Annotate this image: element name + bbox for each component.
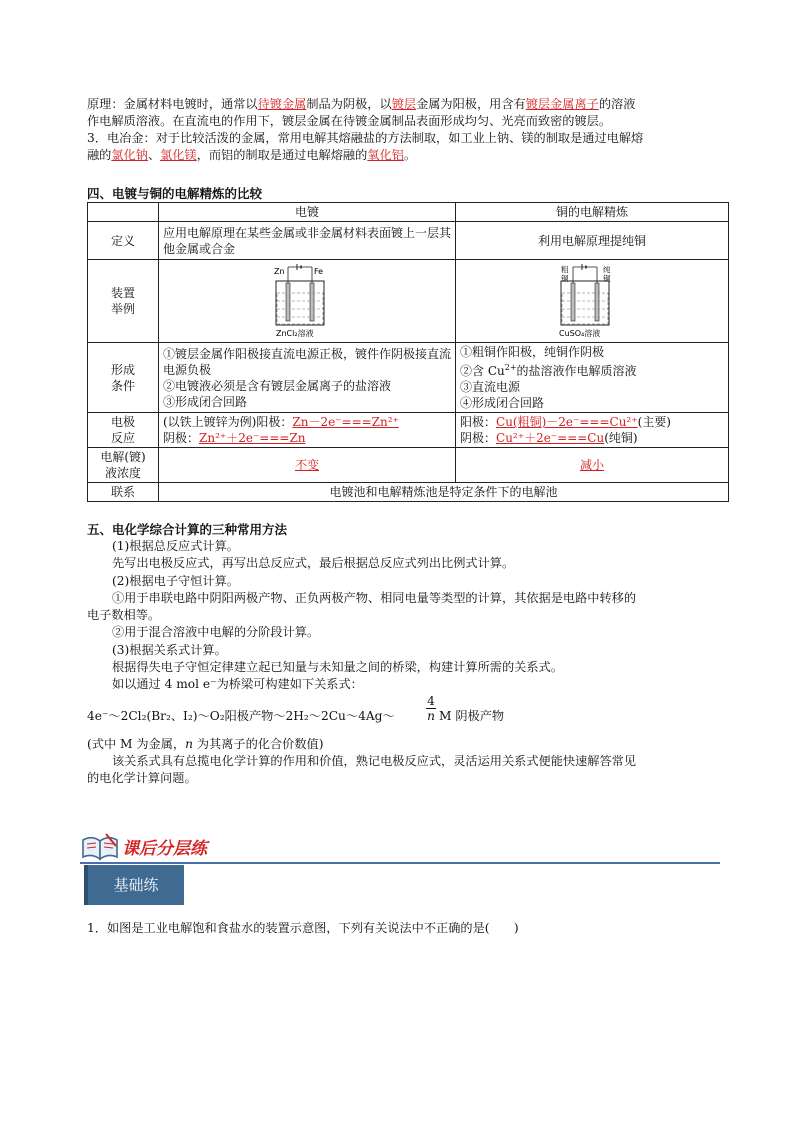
condition-text: ②含 Cu <box>460 364 505 378</box>
text: 的溶液 <box>598 97 636 111</box>
text-line: 根据得失电子守恒定律建立起已知量与未知量之间的桥梁，构建计算所需的关系式。 <box>112 660 563 675</box>
table-cell: 应用电解原理在某些金属或非金属材料表面镀上一层其他金属或合金 <box>159 222 456 260</box>
electrode-label-zn: Zn <box>274 267 285 276</box>
table-cell: 电镀池和电解精炼池是特定条件下的电解池 <box>159 483 729 502</box>
section-heading-5: 五、电化学综合计算的三种常用方法 <box>87 522 288 537</box>
label-text: 举例 <box>110 302 135 316</box>
fraction <box>426 694 436 723</box>
text: 金属为阳极，用含有 <box>416 97 526 111</box>
row-label <box>88 343 159 413</box>
table-cell <box>456 343 729 413</box>
answer-equation: Cu²⁺＋2e⁻===Cu <box>496 431 605 445</box>
label-text: 电极 <box>110 415 135 429</box>
principle-paragraph <box>87 96 722 164</box>
answer-text: 不变 <box>294 458 319 472</box>
row-label: 联系 <box>88 483 159 502</box>
table-row <box>88 343 729 413</box>
text-line: 电子数相等。 <box>87 608 161 623</box>
row-label <box>88 260 159 343</box>
table-row <box>88 203 729 222</box>
row-label <box>88 448 159 483</box>
condition-text: ④形成闭合回路 <box>460 396 545 410</box>
banner-divider <box>80 862 720 864</box>
label-text: 形成 <box>110 362 135 377</box>
text: 阴极： <box>163 431 200 445</box>
answer-text: 氯化镁 <box>160 148 197 162</box>
text-line: (1)根据总反应式计算。 <box>112 539 239 553</box>
table-row <box>88 222 729 260</box>
formula-text: 4e⁻～2Cl₂(Br₂、I₂)～O₂阳极产物～2H₂～2Cu～4Ag～ <box>87 708 395 723</box>
label-text: 电解(镀) <box>100 450 146 464</box>
refining-apparatus-diagram <box>547 263 637 339</box>
label-text: 条件 <box>110 378 135 393</box>
refining-apparatus-cell <box>456 260 729 343</box>
condition-text: ①镀层金属作阳极接直流电源正极，镀件作阴极接直流电源负极 <box>163 346 452 377</box>
plating-apparatus-diagram <box>262 263 352 339</box>
text: 。 <box>403 148 417 162</box>
electrode-label-crude-1: 粗 <box>561 265 569 274</box>
table-cell <box>159 413 456 448</box>
table-cell <box>456 448 729 483</box>
question-1: 1．如图是工业电解饱和食盐水的装置示意图，下列有关说法中不正确的是( ) <box>87 921 519 935</box>
plating-apparatus-cell <box>159 260 456 343</box>
electrode-label-pure-1: 纯 <box>603 265 611 274</box>
electrode-label-fe: Fe <box>314 267 324 276</box>
text-line: 该关系式具有总揽电化学计算的作用和价值，熟记电极反应式，灵活运用关系式便能快速解答常见 <box>112 753 637 768</box>
table-row <box>88 448 729 483</box>
answer-equation: Cu(粗铜)－2e⁻===Cu²⁺ <box>496 415 638 429</box>
text: 3．电冶金：对于比较活泼的金属，常用电解其熔融盐的方法制取，如工业上钠、镁的制取是通过电解熔 <box>87 131 644 145</box>
text-line <box>87 736 722 753</box>
condition-text: ①粗铜作阳极，纯铜作阴极 <box>460 345 605 359</box>
fraction-numerator: 4 <box>427 693 435 708</box>
text: 作电解质溶液。在直流电的作用下，镀层金属在待镀金属制品表面形成均匀、光亮而致密的镀层。 <box>87 114 612 128</box>
text-line: (2)根据电子守恒计算。 <box>112 573 239 588</box>
label-text: 液浓度 <box>104 466 141 480</box>
answer-text: 氯化钠 <box>111 148 148 162</box>
answer-text: 待镀金属 <box>257 97 307 111</box>
text: (主要) <box>637 415 671 429</box>
condition-text: ②电镀液必须是含有镀层金属离子的盐溶液 <box>163 378 392 393</box>
label-text: 反应 <box>110 431 135 445</box>
table-cell <box>159 448 456 483</box>
answer-equation: Zn－2e⁻===Zn²⁺ <box>292 415 399 429</box>
electrode-label-pure-2: 铜 <box>603 274 611 283</box>
table-cell <box>159 343 456 413</box>
variable: n <box>185 736 193 751</box>
section-banner-title: 课后分层练 <box>122 839 207 859</box>
text-line: 的电化学计算问题。 <box>87 771 197 786</box>
text: 原理：金属材料电镀时，通常以 <box>87 97 258 111</box>
formula-text: M 阴极产物 <box>439 708 505 723</box>
answer-equation: Zn²⁺＋2e⁻===Zn <box>199 431 306 445</box>
text: 制品为阴极，以 <box>306 97 392 111</box>
answer-text: 镀层金属离子 <box>525 97 599 111</box>
text-line: 如以通过 4 mol e⁻为桥梁可构建如下关系式： <box>112 677 363 692</box>
table-header: 电镀 <box>159 203 456 222</box>
row-label <box>88 413 159 448</box>
electrode-label-crude-2: 铜 <box>561 274 569 283</box>
table-row <box>88 260 729 343</box>
text: 为其离子的化合价数值) <box>192 736 324 751</box>
text: 阴极： <box>460 431 497 445</box>
calculation-methods-block <box>87 538 722 788</box>
answer-text: 氧化铝 <box>367 148 404 162</box>
text-line: 先写出电极反应式，再写出总反应式，最后根据总反应式列出比例式计算。 <box>112 556 515 571</box>
answer-text: 镀层 <box>391 97 417 111</box>
solution-label: CuSO₄溶液 <box>559 329 601 338</box>
table-row <box>88 483 729 502</box>
fraction-denominator: n <box>427 708 435 723</box>
section-heading-4: 四、电镀与铜的电解精炼的比较 <box>87 186 263 201</box>
text: (纯铜) <box>604 431 638 445</box>
text-line: ①用于串联电路中阴阳两极产物、正负两极产物、相同电量等类型的计算，其依据是电路中转移的 <box>112 590 637 605</box>
condition-text: ③形成闭合回路 <box>163 394 248 409</box>
table-row <box>88 413 729 448</box>
answer-text: 减小 <box>579 458 604 472</box>
row-label: 定义 <box>88 222 159 260</box>
condition-text: 的盐溶液作电解质溶液 <box>516 364 637 378</box>
table-cell: 利用电解原理提纯铜 <box>456 222 729 260</box>
text: (以铁上镀锌为例)阳极： <box>163 415 293 429</box>
table-header: 铜的电解精炼 <box>456 203 729 222</box>
text: (式中 M 为金属， <box>87 736 186 751</box>
text: 、 <box>147 148 161 162</box>
superscript: 2+ <box>504 363 517 372</box>
label-text: 装置 <box>110 286 135 300</box>
condition-text: ③直流电源 <box>460 380 521 394</box>
table-cell <box>456 413 729 448</box>
text: 融的 <box>87 148 112 162</box>
text: 阳极： <box>460 415 497 429</box>
level-tag: 基础练 <box>88 865 184 905</box>
text-line: (3)根据关系式计算。 <box>112 642 227 657</box>
open-book-icon <box>80 832 120 862</box>
solution-label: ZnCl₂溶液 <box>276 329 314 338</box>
text-line: ②用于混合溶液中电解的分阶段计算。 <box>112 625 320 640</box>
table-cell <box>88 203 159 222</box>
relation-formula <box>87 694 722 736</box>
comparison-table <box>87 202 729 502</box>
text: ，而铝的制取是通过电解熔融的 <box>196 148 368 162</box>
